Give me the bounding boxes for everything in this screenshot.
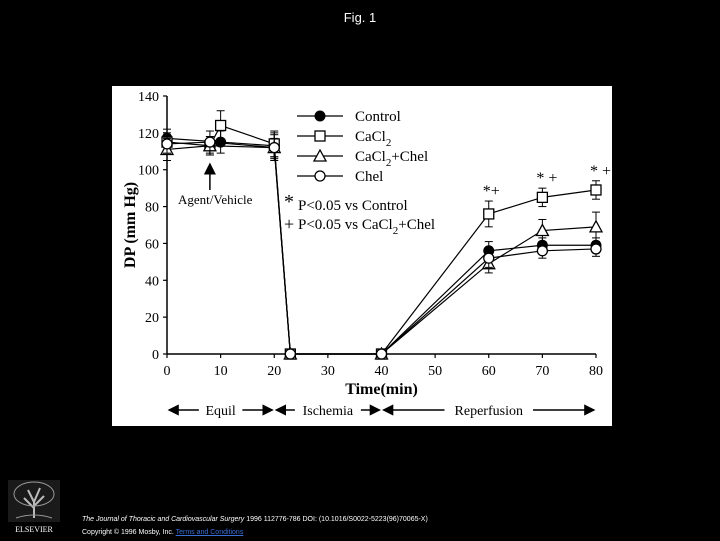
legend-label: Chel (355, 169, 384, 185)
x-tick-label: 80 (589, 364, 603, 379)
data-point (377, 349, 387, 359)
y-tick-label: 120 (138, 126, 159, 142)
y-tick-label: 140 (138, 90, 159, 105)
x-tick-label: 70 (535, 364, 550, 379)
x-tick-label: 10 (213, 364, 228, 379)
journal-name: The Journal of Thoracic and Cardiovascular Surgery (82, 516, 245, 523)
data-point (484, 253, 494, 263)
data-point (216, 120, 226, 130)
data-point (205, 137, 215, 147)
x-tick-label: 20 (267, 364, 282, 379)
legend-item (297, 149, 428, 169)
legend-item (297, 109, 401, 125)
phase-label: Reperfusion (454, 404, 523, 419)
y-tick-label: 20 (145, 311, 159, 327)
legend-label: CaCl$_2$ (355, 129, 392, 149)
phase-label: Equil (205, 404, 236, 419)
data-point (269, 143, 279, 153)
x-tick-label: 0 (163, 364, 171, 379)
data-point (591, 185, 601, 195)
copyright-text: Copyright © 1996 Mosby, Inc. (82, 529, 176, 536)
legend-item (297, 129, 391, 149)
copyright (82, 529, 243, 536)
y-tick-label: 40 (145, 274, 159, 290)
y-tick-label: 0 (152, 348, 159, 363)
phase-label: Ischemia (302, 404, 354, 419)
data-point (315, 111, 325, 121)
significance-note-1: P<0.05 vs Control (298, 198, 408, 214)
significance-mark: * + (536, 170, 558, 187)
chart-canvas (112, 86, 612, 426)
data-point (537, 192, 547, 202)
significance-plus: + (284, 214, 295, 234)
data-point (537, 246, 547, 256)
x-tick-label: 40 (374, 364, 389, 379)
legend-label: CaCl$_2$+Chel (355, 149, 429, 169)
significance-mark: * + (590, 163, 612, 180)
data-point (162, 139, 172, 149)
x-tick-label: 30 (320, 364, 335, 379)
elsevier-logo (6, 478, 62, 536)
y-tick-label: 60 (145, 237, 159, 253)
agent-vehicle-label: Agent/Vehicle (178, 192, 253, 207)
series-chel (162, 131, 601, 359)
significance-mark: *+ (482, 183, 500, 200)
y-axis-label: DP (mm Hg) (122, 181, 139, 269)
x-tick-label: 60 (481, 364, 496, 379)
significance-note-2: P<0.05 vs CaCl$_2$+Chel (298, 217, 436, 237)
terms-link[interactable]: Terms and Conditions (175, 529, 244, 536)
data-point (315, 131, 325, 141)
data-point (591, 244, 601, 254)
citation (82, 516, 428, 523)
data-point (484, 209, 494, 219)
significance-star: * (284, 191, 294, 213)
chart (112, 86, 612, 426)
data-point (590, 221, 602, 232)
y-tick-label: 100 (138, 163, 159, 179)
legend-label: Control (355, 109, 401, 125)
legend-item (297, 169, 383, 185)
data-point (285, 349, 295, 359)
x-axis-label: Time(min) (345, 381, 418, 398)
figure-title: Fig. 1 (343, 10, 377, 25)
citation-details: 1996 112776-786 DOI: (10.1016/S0022-5223(96)70065-X) (244, 516, 428, 523)
x-tick-label: 50 (428, 364, 443, 379)
y-tick-label: 80 (145, 200, 159, 216)
data-point (315, 171, 325, 181)
logo-text: ELSEVIER (15, 525, 53, 534)
